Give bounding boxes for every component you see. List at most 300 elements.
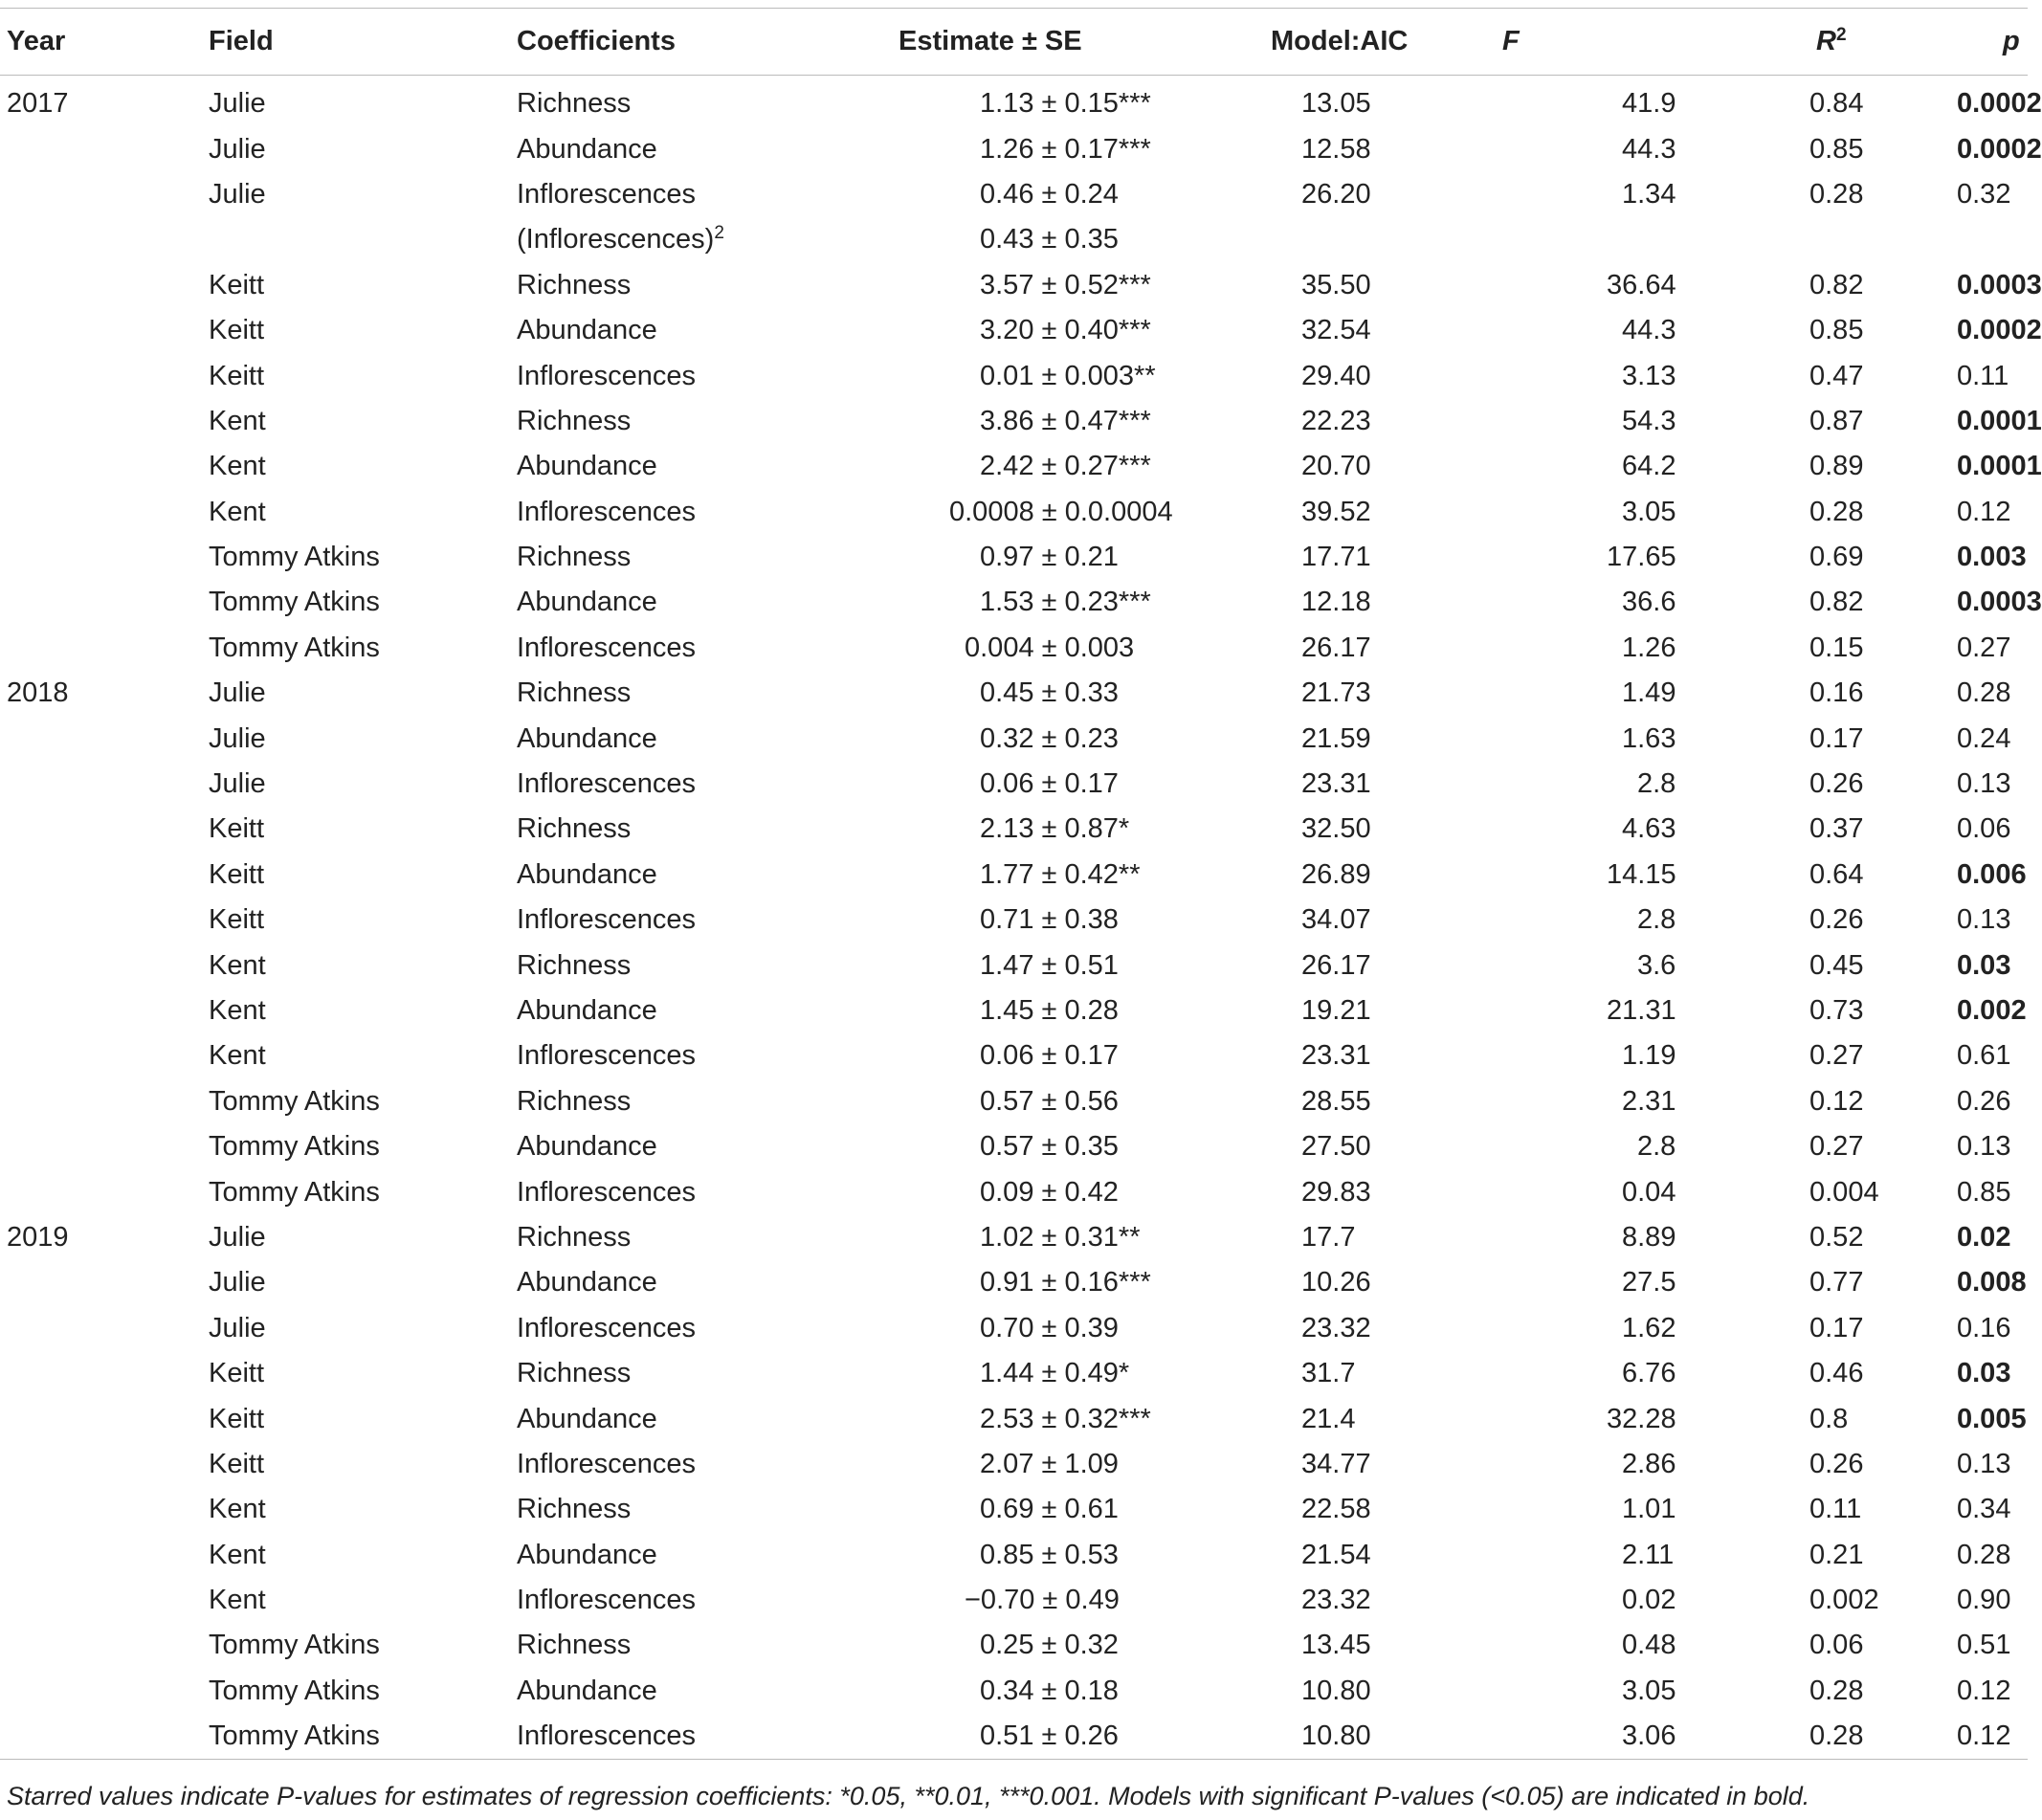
cell-field: Kent (209, 1494, 266, 1525)
cell-p: 0.28 (1957, 677, 2011, 709)
cell-estimate: 3.86 ± 0.47*** (980, 405, 1151, 436)
table-row (0, 1306, 2028, 1351)
table-row (0, 716, 2028, 761)
cell-r2: 0.87 (1809, 405, 1864, 436)
cell-year (0, 580, 209, 625)
cell-model-aic: 21.4 (1301, 1403, 1356, 1434)
cell-field: Keitt (209, 269, 265, 300)
cell-coefficient (517, 1442, 879, 1487)
cell-estimate: 1.26 ± 0.17*** (980, 133, 1151, 165)
cell-r2: 0.84 (1809, 88, 1864, 120)
cell-year (0, 1260, 209, 1305)
coefficient-label: Inflorescences (517, 1585, 696, 1616)
cell-r2: 0.28 (1809, 496, 1864, 527)
cell-estimate: 1.13 ± 0.15*** (980, 88, 1151, 120)
cell-model-aic: 32.54 (1301, 315, 1371, 346)
cell-r2: 0.28 (1809, 1675, 1864, 1706)
cell-year (0, 988, 209, 1033)
cell-r2: 0.69 (1809, 542, 1864, 573)
cell-model-aic: 12.58 (1301, 133, 1371, 165)
cell-model-aic: 23.32 (1301, 1585, 1371, 1616)
cell-r2: 0.46 (1809, 1358, 1864, 1389)
cell-r2: 0.28 (1689, 1714, 1887, 1760)
cell-p: 0.90 (1957, 1585, 2011, 1616)
cell-f: 1.62 (1622, 1312, 1676, 1343)
cell-field: Julie (209, 1312, 266, 1343)
cell-r2: 0.27 (1809, 1131, 1864, 1163)
cell-estimate: 0.43 ± 0.35 (980, 224, 1119, 255)
table-row (0, 1169, 2028, 1214)
cell-coefficient (517, 1533, 879, 1578)
cell-coefficient (517, 1714, 879, 1760)
cell-year (0, 716, 209, 761)
cell-field: Kent (209, 1585, 266, 1616)
cell-f: 2.8 (1637, 1131, 1676, 1163)
cell-f: 21.31 (1607, 995, 1676, 1026)
cell-model-aic: 26.17 (1301, 632, 1371, 663)
cell-f: 1.34 (1622, 178, 1676, 210)
cell-r2: 0.21 (1809, 1539, 1864, 1570)
cell-year (0, 1169, 209, 1214)
cell-f: 1.26 (1622, 632, 1676, 663)
cell-p: 0.0003 (1957, 269, 2042, 300)
cell-r2: 0.77 (1809, 1267, 1864, 1298)
coefficient-label: Inflorescences (517, 904, 696, 936)
cell-r2: 0.52 (1809, 1221, 1864, 1253)
cell-p: 0.26 (1957, 1085, 2011, 1117)
cell-year (0, 1487, 209, 1532)
cell-coefficient (517, 671, 879, 716)
coefficient-label: Abundance (517, 133, 657, 165)
cell-field: Keitt (209, 360, 265, 391)
cell-r2: 0.26 (1809, 1448, 1864, 1479)
cell-year (0, 217, 209, 262)
cell-f: 2.31 (1622, 1085, 1676, 1117)
table-row (0, 126, 2028, 171)
cell-field: Tommy Atkins (209, 542, 380, 573)
cell-f: 14.15 (1607, 858, 1676, 890)
cell-estimate: 1.45 ± 0.28 (980, 995, 1119, 1026)
cell-model-aic: 39.52 (1301, 496, 1371, 527)
cell-estimate: 0.06 ± 0.17 (980, 768, 1119, 800)
table-row (0, 1669, 2028, 1714)
cell-p: 0.28 (1957, 1539, 2011, 1570)
cell-field: Julie (209, 722, 266, 754)
cell-f: 36.6 (1622, 587, 1676, 618)
cell-coefficient (517, 308, 879, 353)
cell-model-aic: 34.77 (1301, 1448, 1371, 1479)
cell-estimate: 0.45 ± 0.33 (980, 677, 1119, 709)
header-coefficients: Coefficients (517, 26, 676, 56)
coefficient-label: Abundance (517, 315, 657, 346)
cell-field: Kent (209, 451, 266, 482)
coefficient-label: Richness (517, 1630, 632, 1661)
cell-f: 44.3 (1622, 315, 1676, 346)
cell-p: 0.03 (1957, 949, 2011, 981)
cell-year (0, 762, 209, 807)
cell-model-aic: 22.58 (1301, 1494, 1371, 1525)
cell-field: Julie (209, 178, 266, 210)
cell-coefficient (517, 1578, 879, 1623)
cell-field: Julie (209, 133, 266, 165)
cell-r2: 0.8 (1809, 1403, 1849, 1434)
coefficient-label: Abundance (517, 995, 657, 1026)
cell-field: Tommy Atkins (209, 1176, 380, 1208)
cell-f: 2.86 (1622, 1448, 1676, 1479)
cell-p: 0.0002 (1957, 88, 2042, 120)
cell-p: 0.32 (1957, 178, 2011, 210)
cell-year (0, 444, 209, 489)
cell-model-aic: 21.59 (1301, 722, 1371, 754)
cell-estimate: 3.20 ± 0.40*** (980, 315, 1151, 346)
cell-p: 0.0002 (1957, 133, 2042, 165)
cell-coefficient (517, 762, 879, 807)
cell-estimate: 1.77 ± 0.42** (980, 858, 1141, 890)
cell-year (0, 1442, 209, 1487)
cell-model-aic: 26.89 (1301, 858, 1371, 890)
cell-estimate: 0.32 ± 0.23 (980, 722, 1119, 754)
cell-field: Kent (209, 496, 266, 527)
cell-model-aic: 26.17 (1301, 949, 1371, 981)
cell-estimate: 0.70 ± 0.39 (980, 1312, 1119, 1343)
cell-field: Julie (209, 677, 266, 709)
cell-year (0, 1124, 209, 1169)
table-row (0, 1442, 2028, 1487)
cell-p: 0.03 (1957, 1358, 2011, 1389)
table-row (0, 172, 2028, 217)
cell-p: 0.61 (1957, 1040, 2011, 1072)
cell-coefficient (517, 172, 879, 217)
table-row (0, 1487, 2028, 1532)
cell-model-aic: 29.83 (1301, 1176, 1371, 1208)
cell-estimate: 0.06 ± 0.17 (980, 1040, 1119, 1072)
cell-p: 0.27 (1957, 632, 2011, 663)
cell-r2: 0.47 (1809, 360, 1864, 391)
cell-f: 3.06 (1481, 1714, 1689, 1760)
cell-r2: 0.26 (1809, 904, 1864, 936)
cell-field: Tommy Atkins (209, 1085, 380, 1117)
cell-model-aic: 21.54 (1301, 1539, 1371, 1570)
cell-model-aic: 23.32 (1301, 1312, 1371, 1343)
cell-f: 6.76 (1622, 1358, 1676, 1389)
table-row (0, 1079, 2028, 1124)
cell-coefficient (517, 807, 879, 852)
coefficient-label: Inflorescences (517, 1312, 696, 1343)
cell-p: 0.13 (1957, 1448, 2011, 1479)
coefficient-label: Richness (517, 677, 632, 709)
cell-f: 1.63 (1622, 722, 1676, 754)
cell-model-aic: 19.21 (1301, 995, 1371, 1026)
cell-model-aic: 29.40 (1301, 360, 1371, 391)
cell-coefficient (517, 353, 879, 398)
cell-f: 2.8 (1637, 904, 1676, 936)
cell-year (0, 1351, 209, 1396)
header-year: Year (7, 26, 66, 56)
coefficient-label: Richness (517, 269, 632, 300)
coefficient-label: Inflorescences (517, 1720, 696, 1752)
cell-model-aic: 21.73 (1301, 677, 1371, 709)
table-row (0, 217, 2028, 262)
coefficient-label: Inflorescences (517, 1176, 696, 1208)
cell-coefficient (517, 1124, 879, 1169)
cell-f: 1.49 (1622, 677, 1676, 709)
table-row (0, 1124, 2028, 1169)
cell-coefficient (517, 490, 879, 535)
coefficient-label: Inflorescences (517, 768, 696, 800)
table-row (0, 1533, 2028, 1578)
cell-estimate: 0.57 ± 0.35 (980, 1131, 1119, 1163)
cell-r2: 0.89 (1809, 451, 1864, 482)
cell-r2: 0.28 (1809, 178, 1864, 210)
cell-field: Kent (209, 405, 266, 436)
cell-field: Tommy Atkins (209, 1630, 380, 1661)
coefficient-label: Richness (517, 1494, 632, 1525)
cell-coefficient (517, 853, 879, 898)
cell-p: 0.24 (1957, 722, 2011, 754)
cell-f: 3.05 (1622, 1675, 1676, 1706)
cell-r2: 0.002 (1809, 1585, 1879, 1616)
cell-estimate: 0.0008 ± 0.0.0004 (949, 496, 1173, 527)
coefficient-label: Abundance (517, 1267, 657, 1298)
cell-year (0, 943, 209, 988)
cell-field: Keitt (209, 1358, 265, 1389)
cell-year (0, 898, 209, 943)
table-row (0, 898, 2028, 943)
table-row (0, 1714, 2028, 1760)
table-row (0, 353, 2028, 398)
cell-f: 27.5 (1622, 1267, 1676, 1298)
cell-year (0, 1396, 209, 1441)
coefficient-label: Inflorescences (517, 360, 696, 391)
cell-estimate: 0.57 ± 0.56 (980, 1085, 1119, 1117)
cell-r2: 0.45 (1809, 949, 1864, 981)
cell-f: 8.89 (1622, 1221, 1676, 1253)
cell-field: Julie (209, 768, 266, 800)
cell-year (0, 1578, 209, 1623)
cell-coefficient (517, 988, 879, 1033)
table-row (0, 807, 2028, 852)
cell-f: 17.65 (1607, 542, 1676, 573)
cell-model-aic: 20.70 (1301, 451, 1371, 482)
cell-estimate: 2.07 ± 1.09 (980, 1448, 1119, 1479)
cell-coefficient (517, 1306, 879, 1351)
cell-r2: 0.004 (1809, 1176, 1879, 1208)
cell-model-aic: 35.50 (1301, 269, 1371, 300)
cell-estimate: 0.97 ± 0.21 (980, 542, 1119, 573)
cell-field: Julie (209, 88, 266, 120)
cell-model-aic (1242, 217, 1481, 262)
cell-r2: 0.64 (1809, 858, 1864, 890)
cell-field: Keitt (209, 904, 265, 936)
cell-f: 2.8 (1637, 768, 1676, 800)
table-row (0, 943, 2028, 988)
cell-estimate: 0.85 ± 0.53 (980, 1539, 1119, 1570)
table-row (0, 853, 2028, 898)
cell-f: 0.02 (1622, 1585, 1676, 1616)
cell-coefficient (517, 535, 879, 580)
cell-estimate: 0.004 ± 0.003 (965, 632, 1135, 663)
cell-estimate: 0.01 ± 0.003** (980, 360, 1156, 391)
cell-coefficient (517, 1623, 879, 1668)
cell-estimate: 0.71 ± 0.38 (980, 904, 1119, 936)
table-row (0, 671, 2028, 716)
cell-field: Keitt (209, 813, 265, 845)
cell-coefficient (517, 1033, 879, 1078)
cell-coefficient (517, 626, 879, 671)
cell-estimate: 1.47 ± 0.51 (980, 949, 1119, 981)
cell-field: Tommy Atkins (209, 1675, 380, 1706)
regression-table (0, 8, 2042, 1760)
cell-coefficient (517, 399, 879, 444)
cell-field: Julie (209, 1267, 266, 1298)
cell-r2: 0.27 (1809, 1040, 1864, 1072)
coefficient-label: Richness (517, 1085, 632, 1117)
coefficient-label: Inflorescences (517, 1040, 696, 1072)
cell-r2: 0.15 (1809, 632, 1864, 663)
cell-p: 0.0001 (1957, 451, 2042, 482)
cell-year (0, 1079, 209, 1124)
cell-coefficient (517, 898, 879, 943)
cell-p (1887, 217, 2028, 262)
cell-f: 4.63 (1622, 813, 1676, 845)
cell-p: 0.13 (1957, 768, 2011, 800)
cell-field: Tommy Atkins (209, 632, 380, 663)
cell-year: 2017 (7, 88, 69, 120)
coefficient-label: Abundance (517, 451, 657, 482)
cell-r2: 0.73 (1809, 995, 1864, 1026)
cell-f: 0.04 (1622, 1176, 1676, 1208)
cell-p: 0.13 (1957, 904, 2011, 936)
cell-coefficient (517, 580, 879, 625)
cell-p: 0.12 (1887, 1714, 2028, 1760)
cell-year: 2019 (7, 1221, 69, 1253)
cell-estimate: −0.70 ± 0.49 (965, 1585, 1120, 1616)
cell-model-aic: 17.71 (1301, 542, 1371, 573)
cell-p: 0.16 (1957, 1312, 2011, 1343)
table-row (0, 1215, 2028, 1260)
cell-field: Tommy Atkins (209, 1131, 380, 1163)
cell-coefficient (517, 1396, 879, 1441)
cell-coefficient (517, 1351, 879, 1396)
cell-coefficient (517, 1487, 879, 1532)
cell-p: 0.0002 (1957, 315, 2042, 346)
cell-p: 0.06 (1957, 813, 2011, 845)
cell-f: 64.2 (1622, 451, 1676, 482)
cell-r2: 0.17 (1809, 1312, 1864, 1343)
coefficient-label: Abundance (517, 1539, 657, 1570)
cell-year (0, 1623, 209, 1668)
cell-year (0, 853, 209, 898)
coefficient-label: Inflorescences (517, 1448, 696, 1479)
cell-coefficient (517, 126, 879, 171)
cell-p: 0.006 (1957, 858, 2027, 890)
cell-field: Keitt (209, 1448, 265, 1479)
coefficient-label: Inflorescences (517, 496, 696, 527)
header-model-aic: Model:AIC (1271, 26, 1409, 56)
coefficient-label: Richness (517, 1358, 632, 1389)
cell-r2: 0.85 (1809, 133, 1864, 165)
cell-r2: 0.16 (1809, 677, 1864, 709)
cell-p: 0.005 (1957, 1403, 2027, 1434)
table-row (0, 444, 2028, 489)
cell-p: 0.002 (1957, 995, 2027, 1026)
table-row (0, 263, 2028, 308)
cell-p: 0.34 (1957, 1494, 2011, 1525)
cell-coefficient (517, 943, 879, 988)
cell-p: 0.12 (1957, 496, 2011, 527)
cell-year (0, 1714, 209, 1760)
cell-f: 36.64 (1607, 269, 1676, 300)
header-row (0, 9, 2028, 76)
cell-year (0, 399, 209, 444)
table-row (0, 1396, 2028, 1441)
cell-field (209, 217, 517, 262)
cell-p: 0.0003 (1957, 587, 2042, 618)
coefficient-label: Richness (517, 949, 632, 981)
cell-model-aic: 32.50 (1301, 813, 1371, 845)
cell-year: 2018 (7, 677, 69, 709)
cell-f: 1.01 (1622, 1494, 1676, 1525)
cell-estimate: 0.69 ± 0.61 (980, 1494, 1119, 1525)
table-row (0, 308, 2028, 353)
coefficient-label: Inflorescences (517, 178, 696, 210)
cell-p: 0.008 (1957, 1267, 2027, 1298)
cell-year (0, 807, 209, 852)
header-field: Field (209, 26, 274, 56)
cell-estimate: 0.25 ± 0.32 (980, 1630, 1119, 1661)
cell-r2: 0.82 (1809, 587, 1864, 618)
table-row (0, 1578, 2028, 1623)
cell-year (0, 535, 209, 580)
cell-year (0, 626, 209, 671)
cell-p: 0.003 (1957, 542, 2027, 573)
table-row (0, 535, 2028, 580)
cell-estimate: 1.02 ± 0.31** (980, 1221, 1141, 1253)
cell-coefficient (517, 1260, 879, 1305)
cell-year (0, 1033, 209, 1078)
cell-f: 32.28 (1607, 1403, 1676, 1434)
cell-f: 41.9 (1622, 88, 1676, 120)
cell-r2: 0.17 (1809, 722, 1864, 754)
cell-field: Kent (209, 949, 266, 981)
cell-coefficient (517, 263, 879, 308)
coefficient-label: Richness (517, 813, 632, 845)
coefficient-label: Inflorescences (517, 632, 696, 663)
cell-estimate: 0.34 ± 0.18 (980, 1675, 1119, 1706)
cell-estimate: 0.51 ± 0.26 (879, 1714, 1242, 1760)
table-row (0, 626, 2028, 671)
cell-estimate: 2.53 ± 0.32*** (980, 1403, 1151, 1434)
cell-coefficient (517, 76, 879, 127)
cell-coefficient (517, 1215, 879, 1260)
coefficient-label: Abundance (517, 858, 657, 890)
header-r2 (1689, 9, 1887, 76)
cell-p: 0.85 (1957, 1176, 2011, 1208)
cell-model-aic: 17.7 (1301, 1221, 1356, 1253)
cell-f: 2.11 (1622, 1539, 1675, 1570)
table-row (0, 988, 2028, 1033)
cell-r2: 0.82 (1809, 269, 1864, 300)
cell-year (0, 126, 209, 171)
cell-field: Keitt (209, 858, 265, 890)
cell-model-aic: 12.18 (1301, 587, 1371, 618)
cell-p: 0.13 (1957, 1131, 2011, 1163)
cell-model-aic: 13.05 (1301, 88, 1371, 120)
cell-p: 0.51 (1957, 1630, 2011, 1661)
header-p: p (2003, 26, 2020, 56)
coefficient-superscript: 2 (714, 223, 724, 244)
coefficient-label: Richness (517, 542, 632, 573)
